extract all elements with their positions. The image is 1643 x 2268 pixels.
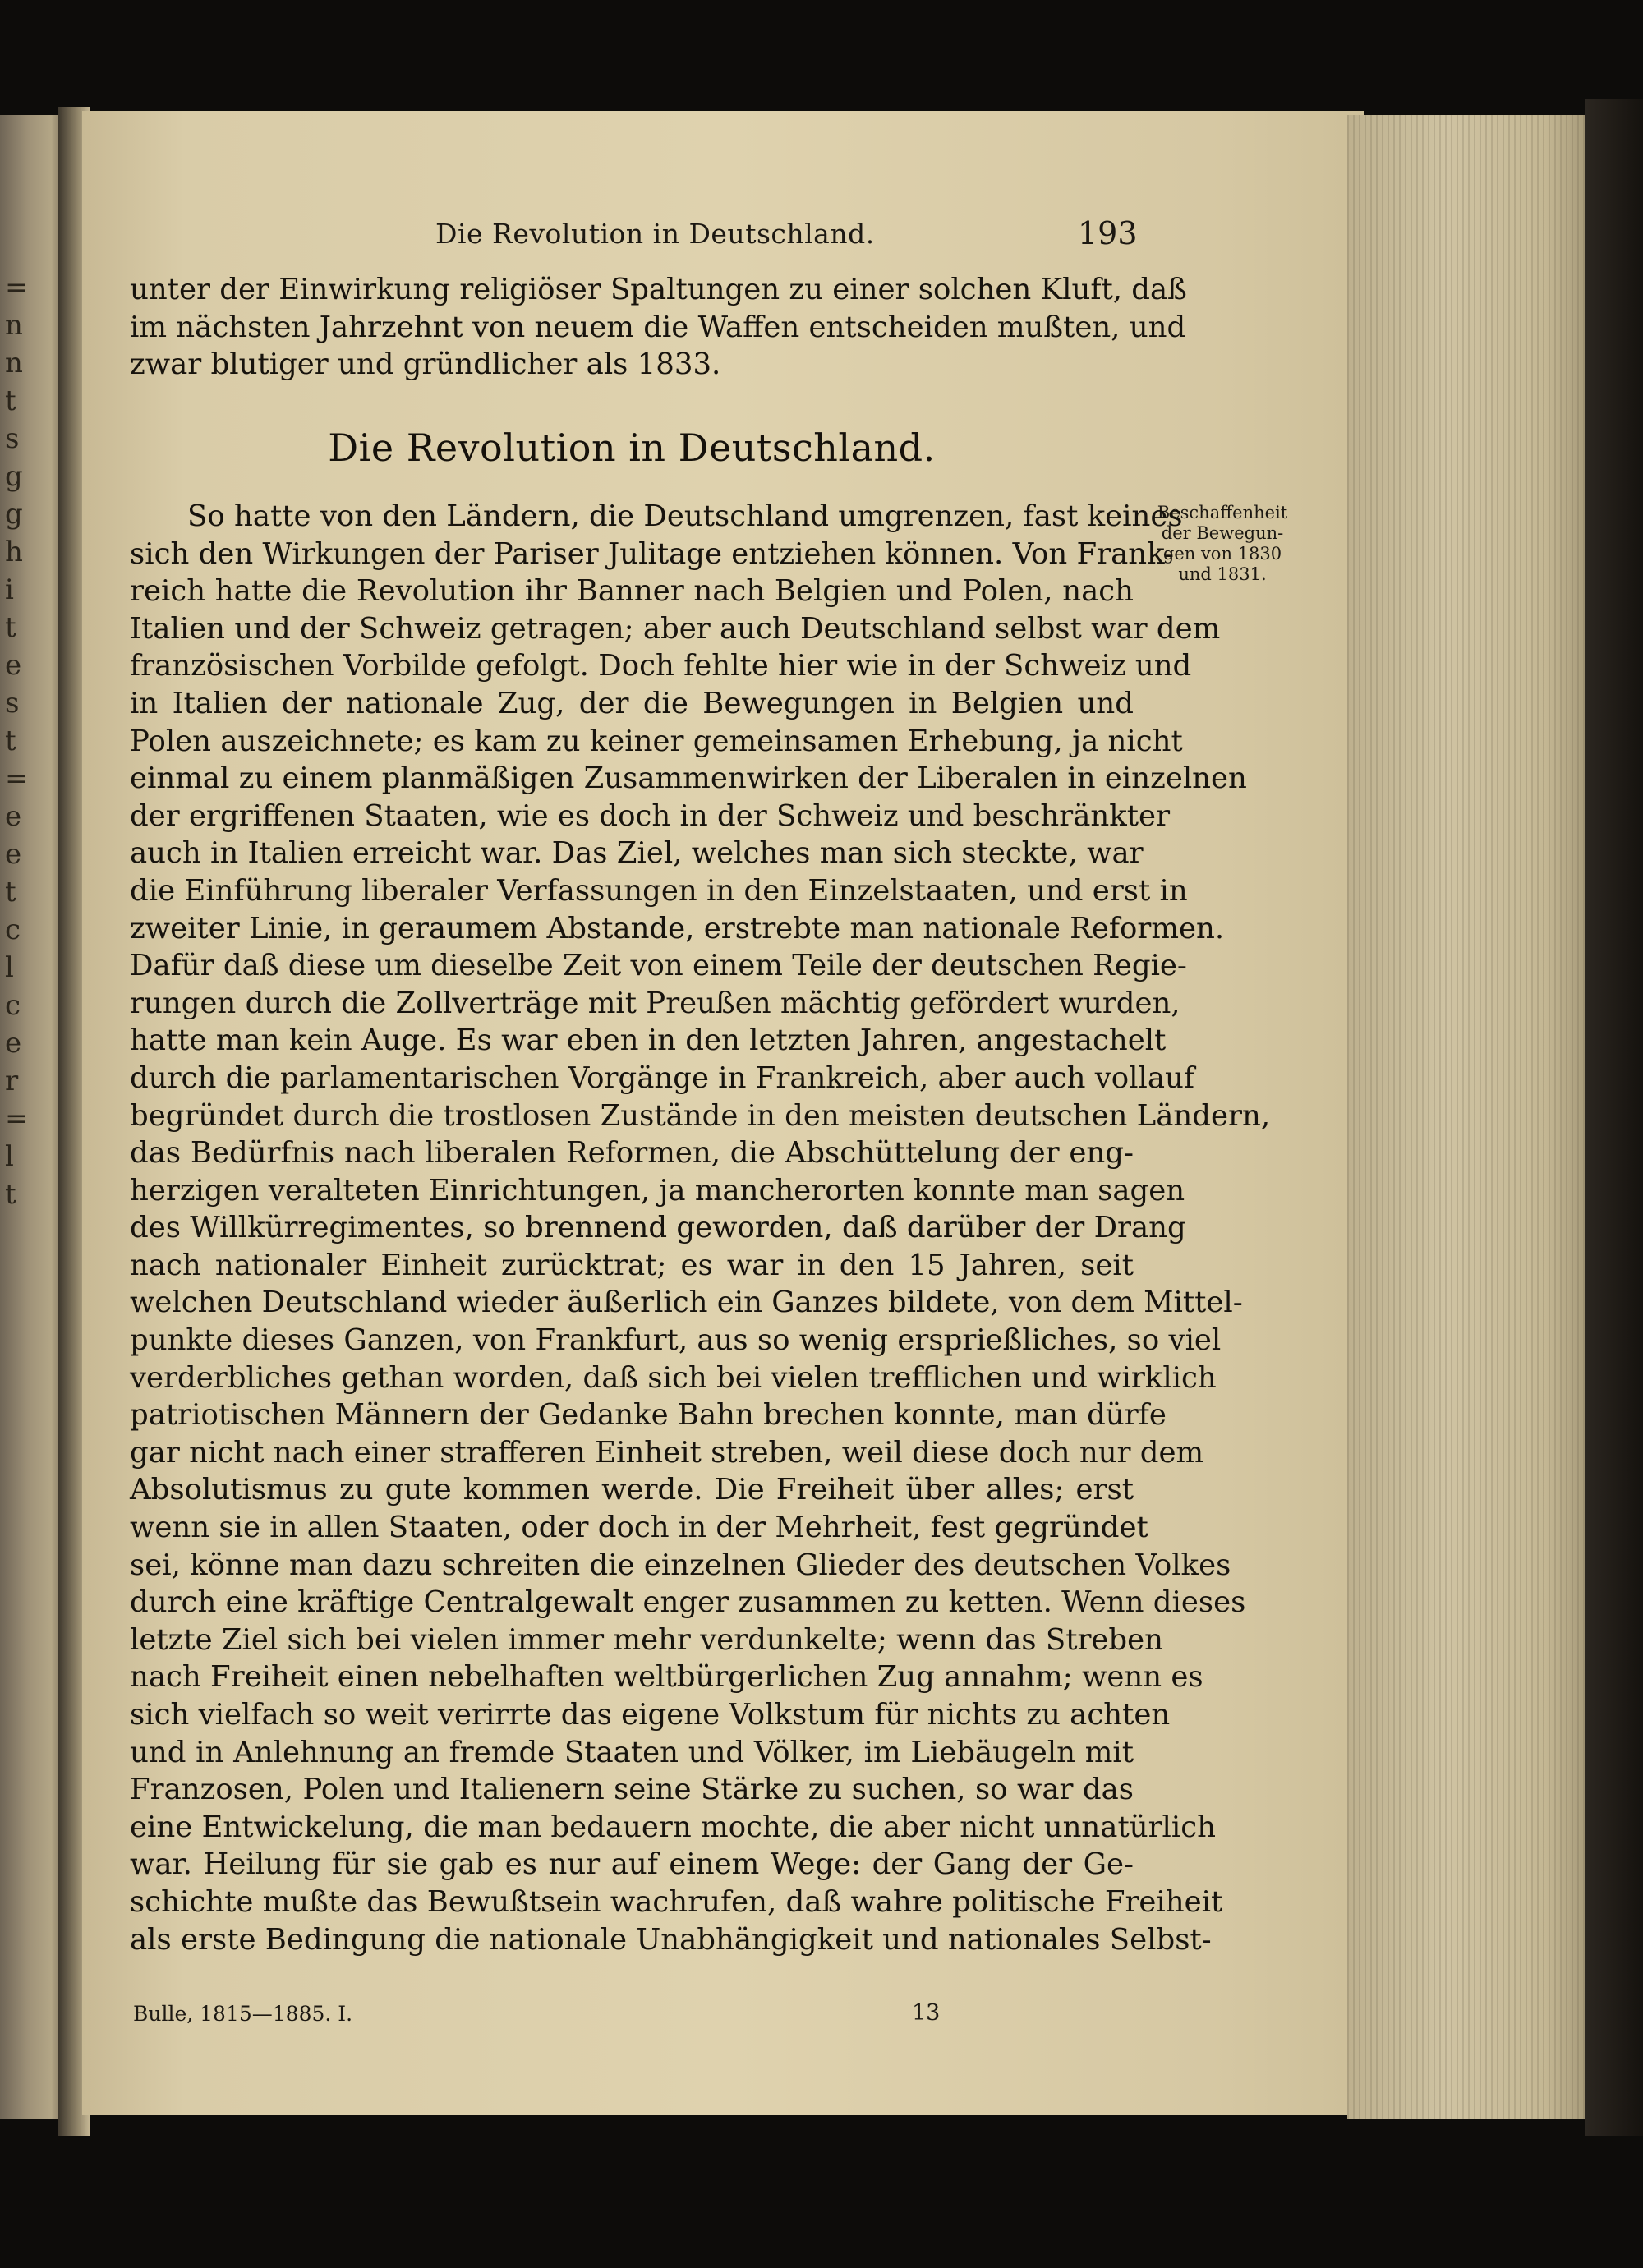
text-line: und in Anlehnung an fremde Staaten und Völker, im Liebäugeln mit <box>130 1735 1134 1769</box>
text-line: war. Heilung für sie gab es nur auf einem Wege: der Gang der Ge- <box>130 1847 1134 1882</box>
section-heading: Die Revolution in Deutschland. <box>328 426 936 470</box>
margin-note-line: gen von 1830 <box>1162 544 1282 564</box>
text-line: durch eine kräftige Centralgewalt enger zusammen zu ketten. Wenn dieses <box>130 1585 1246 1620</box>
previous-page-edge <box>0 115 64 2119</box>
previous-page-fragment: s <box>5 687 20 720</box>
margin-note-line: und 1831. <box>1178 564 1267 584</box>
previous-page-fragment: t <box>5 725 16 757</box>
previous-page-fragment: e <box>5 838 22 871</box>
previous-page-fragment: = <box>5 762 29 795</box>
text-line: Italien und der Schweiz getragen; aber auch Deutschland selbst war dem <box>130 611 1221 646</box>
text-line: unter der Einwirkung religiöser Spaltungen zu einer solchen Kluft, daß <box>130 273 1187 306</box>
text-line: sich den Wirkungen der Pariser Julitage entziehen können. Von Frank- <box>130 536 1174 571</box>
text-line: nach Freiheit einen nebelhaften weltbürgerlichen Zug annahm; wenn es <box>130 1660 1203 1695</box>
text-line: hatte man kein Auge. Es war eben in den letzten Jahren, angestachelt <box>130 1024 1167 1058</box>
text-line: der ergriffenen Staaten, wie es doch in der Schweiz und beschränkter <box>130 798 1171 833</box>
text-line: das Bedürfnis nach liberalen Reformen, die Abschüttelung der eng- <box>130 1136 1134 1171</box>
previous-page-fragment: g <box>5 498 23 531</box>
text-line: zwar blutiger und gründlicher als 1833. <box>130 347 721 382</box>
text-line: auch in Italien erreicht war. Das Ziel, welches man sich steckte, war <box>130 836 1144 871</box>
text-line: Dafür daß diese um dieselbe Zeit von einem Teile der deutschen Regie- <box>130 949 1187 983</box>
previous-page-fragment: e <box>5 649 22 682</box>
previous-page-fragment: t <box>5 1178 16 1211</box>
text-line: rungen durch die Zollverträge mit Preußen mächtig gefördert wurden, <box>130 986 1180 1020</box>
continuation-paragraph <box>130 271 1187 384</box>
text-line: als erste Bedingung die nationale Unabhängigkeit und nationales Selbst- <box>130 1922 1212 1957</box>
previous-page-fragment: h <box>5 536 23 568</box>
text-line: Franzosen, Polen und Italienern seine Stärke zu suchen, so war das <box>130 1773 1134 1807</box>
previous-page-fragment: c <box>5 913 21 946</box>
text-line: welchen Deutschland wieder äußerlich ein Ganzes bildete, von dem Mittel- <box>130 1286 1243 1320</box>
previous-page-fragment: t <box>5 384 16 417</box>
text-line: gar nicht nach einer strafferen Einheit streben, weil diese doch nur dem <box>130 1435 1204 1470</box>
page-number: 193 <box>1078 215 1138 251</box>
previous-page-fragment: n <box>5 309 23 342</box>
previous-page-fragment: t <box>5 876 16 909</box>
footer-signature-title: Bulle, 1815—1885. I. <box>133 2002 353 2026</box>
text-line: sei, könne man dazu schreiten die einzelnen Glieder des deutschen Volkes <box>130 1548 1231 1582</box>
previous-page-fragment: i <box>5 573 14 606</box>
text-line: wenn sie in allen Staaten, oder doch in der Mehrheit, fest gegründet <box>130 1511 1148 1545</box>
margin-note-line: der Bewegun- <box>1161 523 1284 543</box>
text-line: So hatte von den Ländern, die Deutschland umgrenzen, fast keines <box>187 499 1183 533</box>
previous-page-fragment: s <box>5 422 20 455</box>
text-line: patriotischen Männern der Gedanke Bahn brechen konnte, man dürfe <box>130 1398 1167 1433</box>
text-line: eine Entwickelung, die man bedauern mochte, die aber nicht unnatürlich <box>130 1810 1217 1844</box>
margin-note-line: Beschaffenheit <box>1157 503 1288 522</box>
text-line: verderbliches gethan worden, daß sich bei vielen trefflichen und wirklich <box>130 1360 1217 1395</box>
previous-page-fragment: t <box>5 611 16 644</box>
previous-page-fragment: l <box>5 951 14 984</box>
text-line: des Willkürregimentes, so brennend geworden, daß darüber der Drang <box>130 1211 1186 1245</box>
previous-page-fragment: l <box>5 1140 14 1173</box>
text-line: sich vielfach so weit verirrte das eigene Volkstum für nichts zu achten <box>130 1698 1171 1732</box>
text-line: begründet durch die trostlosen Zustände in den meisten deutschen Ländern, <box>130 1098 1271 1133</box>
text-line: Absolutismus zu gute kommen werde. Die Freiheit über alles; erst <box>130 1473 1134 1507</box>
text-line: schichte mußte das Bewußtsein wachrufen, daß wahre politische Freiheit <box>130 1884 1223 1919</box>
text-line: im nächsten Jahrzehnt von neuem die Waffen entscheiden mußten, und <box>130 310 1186 344</box>
text-line: letzte Ziel sich bei vielen immer mehr verdunkelte; wenn das Streben <box>130 1622 1164 1657</box>
previous-page-fragment: e <box>5 1027 22 1060</box>
book-cover-edge <box>1585 99 1643 2136</box>
text-line: herzigen veralteten Einrichtungen, ja mancherorten konnte man sagen <box>130 1173 1185 1208</box>
text-line: zweiter Linie, in geraumem Abstande, erstrebte man nationale Reformen. <box>130 911 1225 945</box>
previous-page-fragment: = <box>5 1102 29 1135</box>
previous-page-fragment: = <box>5 271 29 304</box>
text-line: reich hatte die Revolution ihr Banner nach Belgien und Polen, nach <box>130 574 1134 609</box>
text-line: die Einführung liberaler Verfassungen in den Einzelstaaten, und erst in <box>130 873 1188 908</box>
previous-page-fragment: n <box>5 347 23 380</box>
text-line: in Italien der nationale Zug, der die Bewegungen in Belgien und <box>130 686 1134 720</box>
running-head: Die Revolution in Deutschland. <box>435 218 875 250</box>
text-line: punkte dieses Ganzen, von Frankfurt, aus so wenig ersprießliches, so viel <box>130 1323 1222 1358</box>
previous-page-fragment: g <box>5 460 23 493</box>
previous-page-fragment: r <box>5 1065 19 1097</box>
previous-page-fragment: c <box>5 989 21 1022</box>
text-line: nach nationaler Einheit zurücktrat; es war in den 15 Jahren, seit <box>130 1248 1134 1282</box>
text-line: französischen Vorbilde gefolgt. Doch fehlte hier wie in der Schweiz und <box>130 649 1192 683</box>
previous-page-fragment: e <box>5 800 22 833</box>
text-line: durch die parlamentarischen Vorgänge in Frankreich, aber auch vollauf <box>130 1060 1195 1095</box>
footer-sheet-number: 13 <box>912 2000 941 2026</box>
text-line: einmal zu einem planmäßigen Zusammenwirken der Liberalen in einzelnen <box>130 761 1247 796</box>
text-line: Polen auszeichnete; es kam zu keiner gemeinsamen Erhebung, ja nicht <box>130 724 1183 758</box>
page-edges <box>1347 115 1594 2119</box>
